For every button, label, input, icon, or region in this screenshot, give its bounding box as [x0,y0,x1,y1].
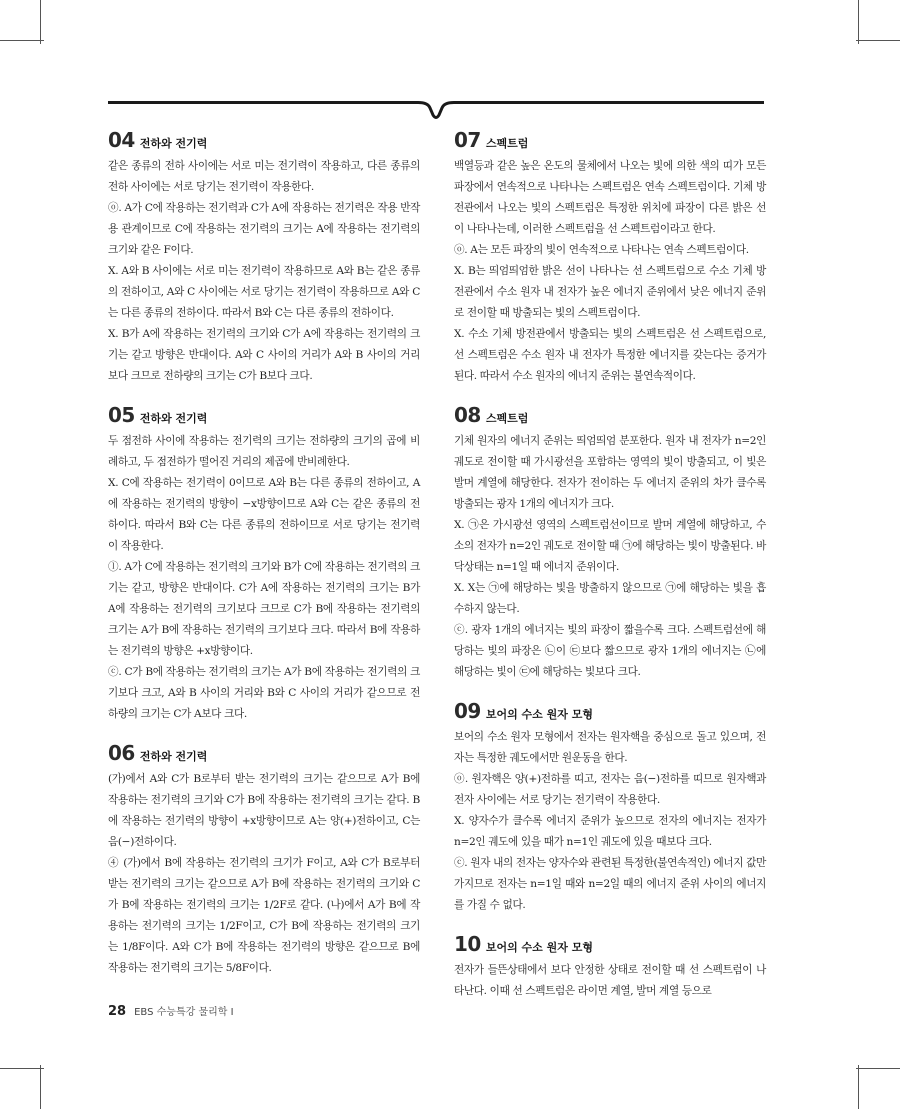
crop-mark [858,0,859,44]
section-number: 08 [454,403,481,427]
section-10 [454,932,766,1002]
paragraph: ⓛ. A가 C에 작용하는 전기력의 크기와 B가 C에 작용하는 전기력의 크기는 같고, 방향은 반대이다. C가 A에 작용하는 전기력의 크기는 B가 A에 작용하는 전기력의 크기보다 크므로 C가 B에 작용하는 전기력의 크기는 A가 B에 작용하는 전기력의 크기보다 크다. 따라서 B에 작용하는 전기력의 방향은 +x방향이다. [108,561,420,657]
page-footer [108,1003,234,1019]
left-column [108,128,420,995]
paragraph: X. 양자수가 클수록 에너지 준위가 높으므로 전자의 에너지는 전자가 n=2인 궤도에 있을 때가 n=1인 궤도에 있을 때보다 크다. [454,815,766,848]
section-number: 06 [108,741,135,765]
paragraph: (가)에서 A와 C가 B로부터 받는 전기력의 크기는 같으므로 A가 B에 작용하는 전기력의 크기와 C가 B에 작용하는 전기력의 크기는 같다. B에 작용하는 전기력의 방향이 +x방향이므로 A는 양(+)전하이고, C는 음(−)전하이다. [108,773,420,848]
paragraph: X. C에 작용하는 전기력이 0이므로 A와 B는 다른 종류의 전하이고, A에 작용하는 전기력의 방향이 −x방향이므로 A와 C는 같은 종류의 전하이다. 따라서 B와 C는 다른 종류의 전하이므로 서로 당기는 전기력이 작용한다. [108,477,420,552]
right-column [454,128,766,1018]
crop-mark [856,40,900,41]
paragraph: ⓒ. 원자 내의 전자는 양자수와 관련된 특정한(불연속적인) 에너지 값만 가지므로 전자는 n=1일 때와 n=2일 때의 에너지 준위 사이의 에너지를 가질 수 없다. [454,857,766,911]
section-title: 전하와 전기력 [139,750,208,763]
crop-mark [856,1068,900,1069]
paragraph: 보어의 수소 원자 모형에서 전자는 원자핵을 중심으로 돌고 있으며, 전자는 특정한 궤도에서만 원운동을 한다. [454,731,766,764]
crop-mark [40,0,41,44]
crop-mark [858,1065,859,1109]
section-number: 09 [454,699,481,723]
paragraph: 전자가 들뜬상태에서 보다 안정한 상태로 전이할 때 선 스펙트럼이 나타난다. 이때 선 스펙트럼은 라이먼 계열, 발머 계열 등으로 [454,964,766,997]
section-number: 05 [108,403,135,427]
top-rule-notch [418,96,454,120]
paragraph: X. B가 A에 작용하는 전기력의 크기와 C가 A에 작용하는 전기력의 크기는 같고 방향은 반대이다. A와 C 사이의 거리가 A와 B 사이의 거리보다 크므로 전하량의 크기는 C가 B보다 크다. [108,328,420,382]
section-title: 스펙트럼 [485,137,529,150]
section-04 [108,128,420,387]
paragraph: ④ (가)에서 B에 작용하는 전기력의 크기가 F이고, A와 C가 B로부터 받는 전기력의 크기는 같으므로 A가 B에 작용하는 전기력의 크기와 C가 B에 작용하는 전기력의 크기는 1/2F로 같다. (나)에서 A가 B에 작용하는 전기력의 크기는 1/2F이고, C가 B에 작용하는 전기력의 크기는 1/8F이다. A와 C가 B에 작용하는 전기력의 방향은 같으므로 B에 작용하는 전기력의 크기는 5/8F이다. [108,857,420,974]
paragraph: 같은 종류의 전하 사이에는 서로 미는 전기력이 작용하고, 다른 종류의 전하 사이에는 서로 당기는 전기력이 작용한다. [108,160,420,193]
paragraph: 백열등과 같은 높은 온도의 물체에서 나오는 빛에 의한 색의 띠가 모든 파장에서 연속적으로 나타나는 스펙트럼은 연속 스펙트럼이다. 기체 방전관에서 나오는 빛의 스펙트럼은 특정한 위치에 파장이 다른 밝은 선이 나타나는데, 이러한 스펙트럼을 선 스펙트럼이라고 한다. [454,160,766,235]
paragraph: ⓞ. A는 모든 파장의 빛이 연속적으로 나타나는 연속 스펙트럼이다. [454,244,749,256]
paragraph: X. B는 띄엄띄엄한 밝은 선이 나타나는 선 스펙트럼으로 수소 기체 방전관에서 수소 원자 내 전자가 높은 에너지 준위에서 낮은 에너지 준위로 전이할 때 방출되는 빛의 스펙트럼이다. [454,265,766,319]
page-number: 28 [108,1004,127,1019]
section-number: 04 [108,128,135,152]
section-08 [454,403,766,683]
section-title: 보어의 수소 원자 모형 [485,941,593,954]
crop-mark [0,40,44,41]
paragraph: ⓞ. 원자핵은 양(+)전하를 띠고, 전자는 음(−)전하를 띠므로 원자핵과 전자 사이에는 서로 당기는 전기력이 작용한다. [454,773,766,806]
crop-mark [0,1068,44,1069]
section-05 [108,403,420,725]
book-title: EBS 수능특강 물리학 Ⅰ [134,1007,234,1018]
section-title: 전하와 전기력 [139,412,208,425]
paragraph: X. ㉠은 가시광선 영역의 스펙트럼선이므로 발머 계열에 해당하고, 수소의 전자가 n=2인 궤도로 전이할 때 ㉠에 해당하는 빛이 방출된다. 바닥상태는 n=1일 때 에너지 준위이다. [454,519,766,573]
section-number: 10 [454,932,481,956]
paragraph: X. 수소 기체 방전관에서 방출되는 빛의 스펙트럼은 선 스펙트럼으로, 선 스펙트럼은 수소 원자 내 전자가 특정한 에너지를 갖는다는 증거가 된다. 따라서 수소 원자의 에너지 준위는 불연속적이다. [454,328,766,382]
section-title: 스펙트럼 [485,412,529,425]
paragraph: 기체 원자의 에너지 준위는 띄엄띄엄 분포한다. 원자 내 전자가 n=2인 궤도로 전이할 때 가시광선을 포함하는 영역의 빛이 방출되고, 이 빛은 발머 계열에 해당한다. 전자가 전이하는 두 에너지 준위의 차가 클수록 방출되는 광자 1개의 에너지가 크다. [454,435,766,510]
section-09 [454,699,766,916]
section-title: 보어의 수소 원자 모형 [485,708,593,721]
section-number: 07 [454,128,481,152]
paragraph: 두 점전하 사이에 작용하는 전기력의 크기는 전하량의 크기의 곱에 비례하고, 두 점전하가 떨어진 거리의 제곱에 반비례한다. [108,435,420,468]
section-06 [108,741,420,979]
section-07 [454,128,766,387]
paragraph: ⓞ. A가 C에 작용하는 전기력과 C가 A에 작용하는 전기력은 작용 반작용 관계이므로 C에 작용하는 전기력의 크기는 A에 작용하는 전기력의 크기와 같은 F이다. [108,202,420,256]
paragraph: X. A와 B 사이에는 서로 미는 전기력이 작용하므로 A와 B는 같은 종류의 전하이고, A와 C 사이에는 서로 당기는 전기력이 작용하므로 A와 C는 다른 종류의 전하이다. 따라서 B와 C는 다른 종류의 전하이다. [108,265,420,319]
paragraph: ⓒ. C가 B에 작용하는 전기력의 크기는 A가 B에 작용하는 전기력의 크기보다 크고, A와 B 사이의 거리와 B와 C 사이의 거리가 같으므로 전하량의 크기는 C가 A보다 크다. [108,666,420,720]
crop-mark [40,1065,41,1109]
paragraph: X. X는 ㉠에 해당하는 빛을 방출하지 않으므로 ㉠에 해당하는 빛을 흡수하지 않는다. [454,582,766,615]
section-title: 전하와 전기력 [139,137,208,150]
paragraph: ⓒ. 광자 1개의 에너지는 빛의 파장이 짧을수록 크다. 스펙트럼선에 해당하는 빛의 파장은 ㉡이 ㉢보다 짧으므로 광자 1개의 에너지는 ㉡에 해당하는 빛이 ㉢에 해당하는 빛보다 크다. [454,624,766,678]
